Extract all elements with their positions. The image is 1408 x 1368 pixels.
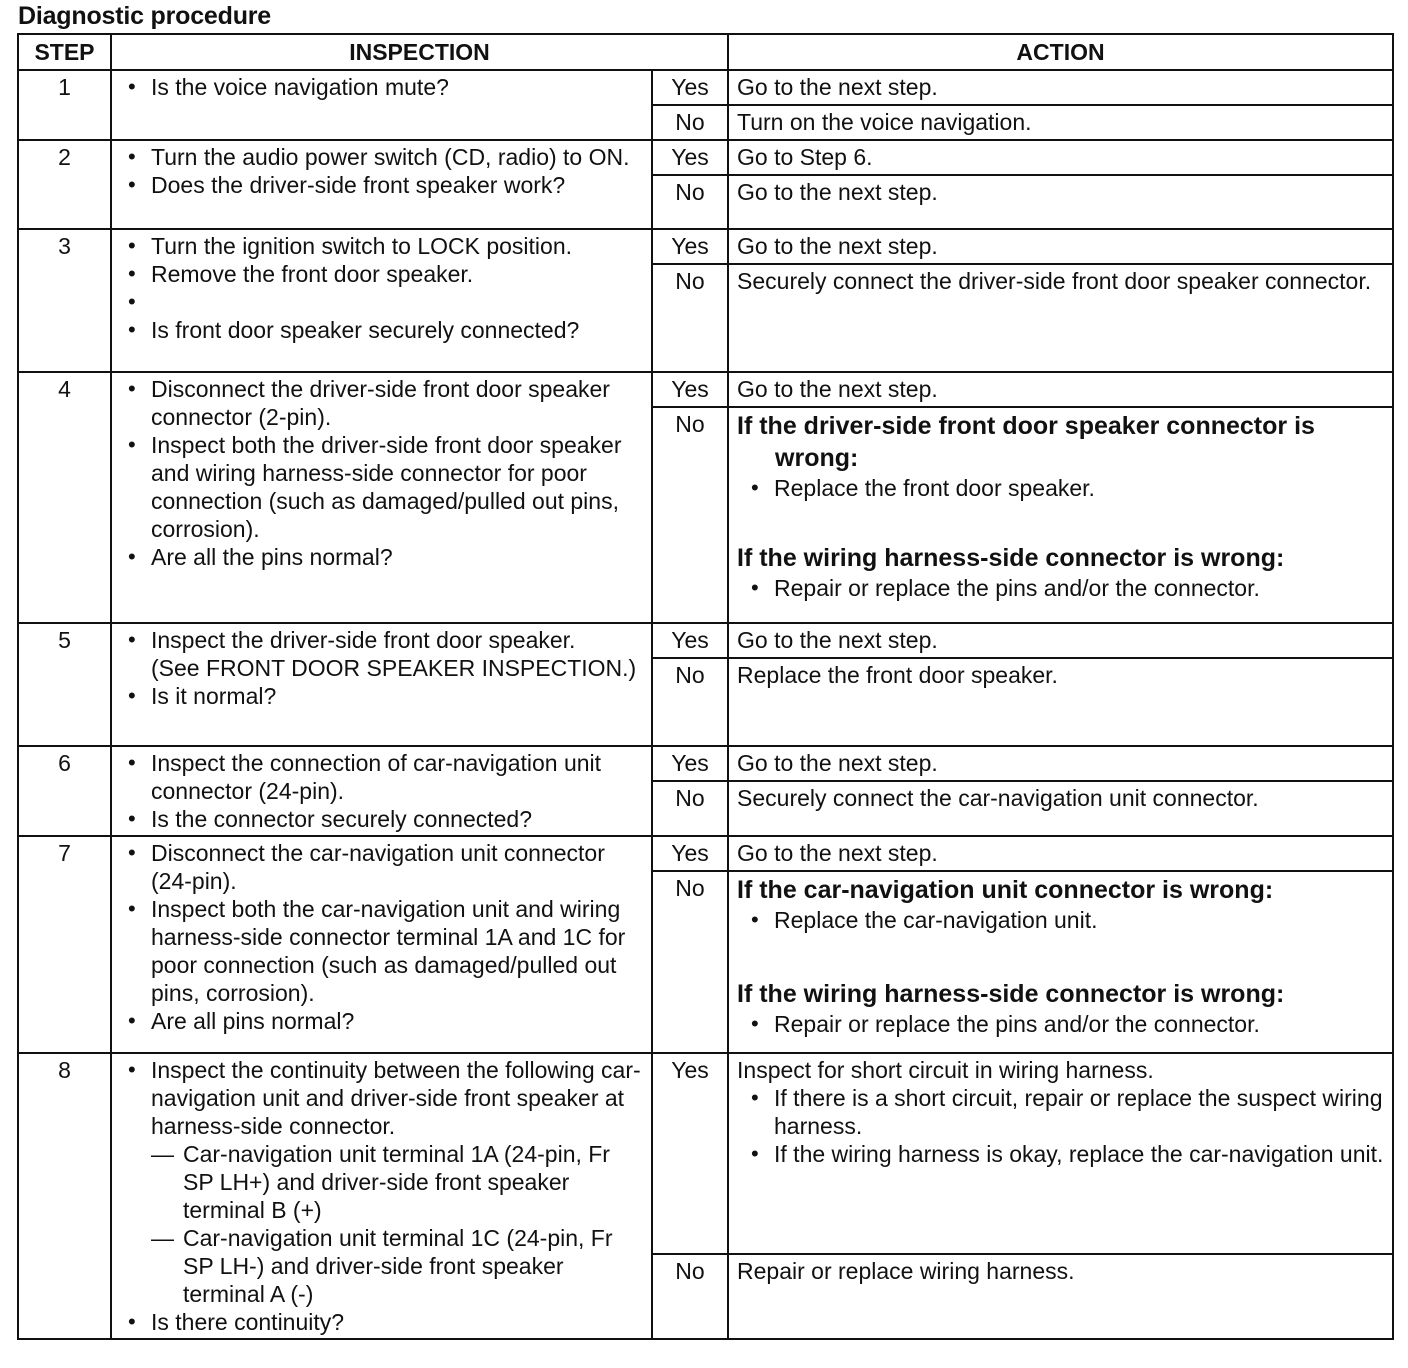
yes-label: Yes xyxy=(652,229,728,264)
no-label: No xyxy=(652,264,728,372)
step-number: 7 xyxy=(18,836,111,1053)
spacer xyxy=(124,288,643,316)
sub-item-text: Car-navigation unit terminal 1C (24-pin, Fr SP LH-) and driver-side front speaker terminal A (-) xyxy=(183,1225,613,1307)
yes-action: Go to the next step. xyxy=(728,746,1393,781)
inspection-item: • Disconnect the driver-side front door speaker connector (2-pin). xyxy=(124,375,643,431)
action-item: • Repair or replace the pins and/or the connector. xyxy=(747,1010,1384,1038)
inspection-item: • Inspect both the car-navigation unit and wiring harness-side connector terminal 1A and 1C for poor connection (such as damaged/pulled out pins, corrosion). xyxy=(124,895,643,1007)
header-inspection: INSPECTION xyxy=(111,34,728,70)
step-number: 4 xyxy=(18,372,111,623)
header-step: STEP xyxy=(18,34,111,70)
dash-marker: — xyxy=(151,1141,174,1167)
no-action: Securely connect the car-navigation unit connector. xyxy=(728,781,1393,836)
condition-heading: If the car-navigation unit connector is wrong: xyxy=(737,876,1274,904)
yes-action: Go to the next step. xyxy=(728,229,1393,264)
yes-action xyxy=(728,1053,1393,1254)
yes-action: Go to the next step. xyxy=(728,623,1393,658)
inspection-item: • Are all the pins normal? xyxy=(124,543,643,571)
inspection-item: • Turn the ignition switch to LOCK position. xyxy=(124,232,643,260)
inspection-cell xyxy=(111,140,652,229)
inspection-text: Inspect the driver-side front door speaker. xyxy=(151,627,576,653)
header-action: ACTION xyxy=(728,34,1393,70)
inspection-text: Inspect the continuity between the following car-navigation unit and driver-side front speaker at harness-side connector. xyxy=(151,1057,641,1139)
sub-item-text: Car-navigation unit terminal 1A (24-pin, Fr SP LH+) and driver-side front speaker terminal B (+) xyxy=(183,1141,610,1223)
no-label: No xyxy=(652,1254,728,1339)
table-row xyxy=(18,229,1393,264)
yes-action: Go to the next step. xyxy=(728,372,1393,407)
step-number: 3 xyxy=(18,229,111,372)
step-number: 8 xyxy=(18,1053,111,1339)
inspection-cell xyxy=(111,372,652,623)
no-action: Replace the front door speaker. xyxy=(728,658,1393,746)
no-action xyxy=(728,871,1393,1053)
action-item: • If the wiring harness is okay, replace the car-navigation unit. xyxy=(747,1140,1384,1168)
inspection-cell xyxy=(111,836,652,1053)
inspection-item: • Inspect both the driver-side front door speaker and wiring harness-side connector for poor connection (such as damaged/pulled out pins, corrosion). xyxy=(124,431,643,543)
no-action: Go to the next step. xyxy=(728,175,1393,229)
yes-label: Yes xyxy=(652,70,728,105)
inspection-item: • Is there continuity? xyxy=(124,1308,643,1336)
action-item: • Replace the car-navigation unit. xyxy=(747,906,1384,934)
table-row xyxy=(18,140,1393,175)
sub-item xyxy=(151,1140,643,1224)
yes-action: Go to Step 6. xyxy=(728,140,1393,175)
no-label: No xyxy=(652,407,728,623)
condition-heading: If the wiring harness-side connector is wrong: xyxy=(737,980,1285,1008)
inspection-reference: (See FRONT DOOR SPEAKER INSPECTION.) xyxy=(151,655,637,681)
inspection-item: • Is the voice navigation mute? xyxy=(124,73,643,101)
inspection-item: • Is the connector securely connected? xyxy=(124,805,643,833)
inspection-item: • Is it normal? xyxy=(124,682,643,710)
table-row xyxy=(18,1053,1393,1254)
inspection-item: • Are all pins normal? xyxy=(124,1007,643,1035)
step-number: 5 xyxy=(18,623,111,746)
no-label: No xyxy=(652,105,728,140)
no-action: Securely connect the driver-side front door speaker connector. xyxy=(728,264,1393,372)
yes-label: Yes xyxy=(652,836,728,871)
inspection-cell xyxy=(111,229,652,372)
step-number: 2 xyxy=(18,140,111,229)
inspection-cell xyxy=(111,623,652,746)
inspection-cell xyxy=(111,1053,652,1339)
page-title: Diagnostic procedure xyxy=(18,2,271,30)
inspection-item: • Inspect the connection of car-navigation unit connector (24-pin). xyxy=(124,749,643,805)
diagnostic-table xyxy=(17,33,1394,1340)
action-text: Inspect for short circuit in wiring harness. xyxy=(737,1057,1154,1083)
yes-label: Yes xyxy=(652,140,728,175)
action-item: • If there is a short circuit, repair or replace the suspect wiring harness. xyxy=(747,1084,1384,1140)
table-row xyxy=(18,746,1393,781)
yes-action: Go to the next step. xyxy=(728,70,1393,105)
yes-action: Go to the next step. xyxy=(728,836,1393,871)
yes-label: Yes xyxy=(652,623,728,658)
no-label: No xyxy=(652,871,728,1053)
inspection-item: • Does the driver-side front speaker work? xyxy=(124,171,643,199)
inspection-item: • Turn the audio power switch (CD, radio) to ON. xyxy=(124,143,643,171)
no-label: No xyxy=(652,658,728,746)
action-item: • Replace the front door speaker. xyxy=(747,474,1384,502)
sub-item xyxy=(151,1224,643,1308)
no-action xyxy=(728,407,1393,623)
action-item: • Repair or replace the pins and/or the connector. xyxy=(747,574,1384,602)
yes-label: Yes xyxy=(652,372,728,407)
inspection-cell xyxy=(111,746,652,836)
no-action: Turn on the voice navigation. xyxy=(728,105,1393,140)
yes-label: Yes xyxy=(652,746,728,781)
inspection-cell xyxy=(111,70,652,140)
no-label: No xyxy=(652,175,728,229)
no-action: Repair or replace wiring harness. xyxy=(728,1254,1393,1339)
condition-heading: If the wiring harness-side connector is wrong: xyxy=(737,544,1285,572)
yes-label: Yes xyxy=(652,1053,728,1254)
step-number: 6 xyxy=(18,746,111,836)
table-row xyxy=(18,836,1393,871)
table-row xyxy=(18,623,1393,658)
inspection-item: • Is front door speaker securely connected? xyxy=(124,316,643,344)
inspection-item: • Disconnect the car-navigation unit connector (24-pin). xyxy=(124,839,643,895)
header-row xyxy=(18,34,1393,70)
inspection-item xyxy=(124,626,643,682)
table-row xyxy=(18,70,1393,105)
dash-marker: — xyxy=(151,1225,174,1251)
inspection-item: • Remove the front door speaker. xyxy=(124,260,643,288)
inspection-item xyxy=(124,1056,643,1308)
condition-heading: If the driver-side front door speaker connector is wrong: xyxy=(737,412,1315,472)
table-row xyxy=(18,372,1393,407)
step-number: 1 xyxy=(18,70,111,140)
no-label: No xyxy=(652,781,728,836)
